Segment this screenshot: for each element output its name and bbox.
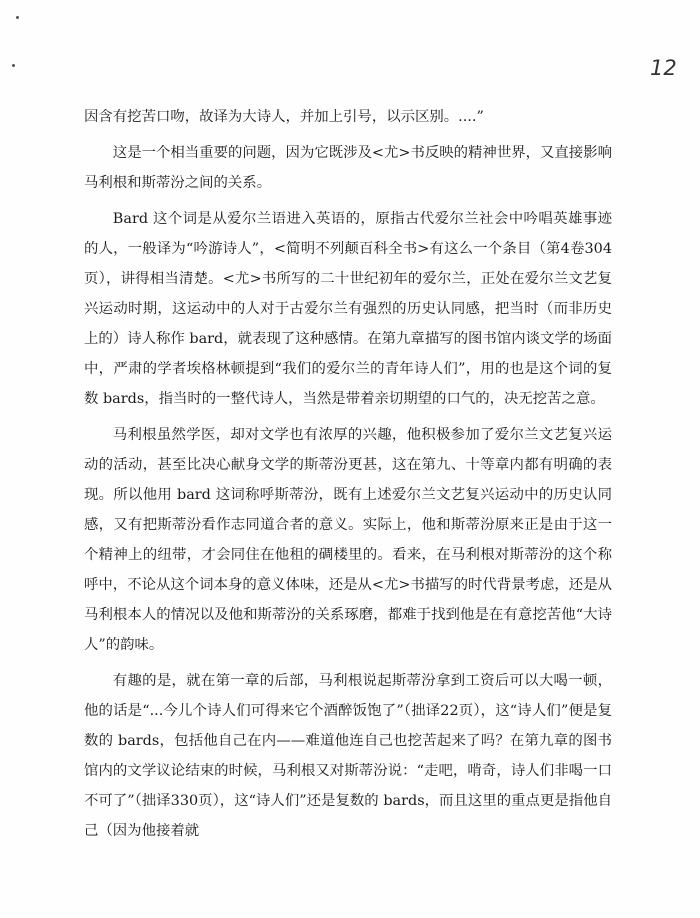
paragraph: Bard 这个词是从爱尔兰语进入英语的，原指古代爱尔兰社会中吟唱英雄事迹的人，一般译为“吟游诗人”，<简明不列颠百科全书>有这么一个条目（第4卷304页），讲得相当清楚。<尤>书所写的二十世纪初年的爱尔兰，正处在爱尔兰文艺复兴运动时期，这运动中的人对于古爱尔兰有强烈的历史认同感，把当时（而非历史上的）诗人称作 bard，就表现了这种感情。在第九章描写的图书馆内谈文学的场面中，严肃的学者埃格林顿提到“我们的爱尔兰的青年诗人们”，用的也是这个词的复数 bards，指当时的一整代诗人，当然是带着亲切期望的口气的，决无挖苦之意。: [84, 211, 612, 407]
scan-speck: [12, 64, 15, 67]
paragraph: 这是一个相当重要的问题，因为它既涉及<尤>书反映的精神世界，又直接影响马利根和斯蒂汾之间的关系。: [84, 145, 612, 191]
paragraph-continuation: 因含有挖苦口吻，故译为大诗人，并加上引号，以示区别。....”: [84, 109, 484, 125]
paragraph: 马利根虽然学医，却对文学也有浓厚的兴趣，他积极参加了爱尔兰文艺复兴运动的活动，甚至比决心献身文学的斯蒂汾更甚，这在第九、十等章内都有明确的表现。所以他用 bard 这词称呼斯蒂汾，既有上述爱尔兰文艺复兴运动中的历史认同感，又有把斯蒂汾看作志同道合者的意义。实际上，他和斯蒂汾原来正是由于这一个精神上的纽带，才会同住在他租的碉楼里的。看来，在马利根对斯蒂汾的这个称呼中，不论从这个词本身的意义体味，还是从<尤>书描写的时代背景考虑，还是从马利根本人的情况以及他和斯蒂汾的关系琢磨，都难于找到他是在有意挖苦他“大诗人”的韵味。: [84, 427, 612, 653]
body-text: [84, 102, 612, 852]
scan-speck: [16, 16, 19, 19]
page-number: 12: [650, 56, 677, 80]
paragraph: 有趣的是，就在第一章的后部，马利根说起斯蒂汾拿到工资后可以大喝一顿，他的话是“...今儿个诗人们可得来它个酒醉饭饱了”（拙译22页），这“诗人们”便是复数的 bards，包括他自己在内——难道他连自己也挖苦起来了吗？在第九章的图书馆内的文学议论结束的时候，马利根又对斯蒂汾说：“走吧，啃奇，诗人们非喝一口不可了”（拙译330页），这“诗人们”还是复数的 bards，而且这里的重点更是指他自己（因为他接着就: [84, 673, 612, 839]
